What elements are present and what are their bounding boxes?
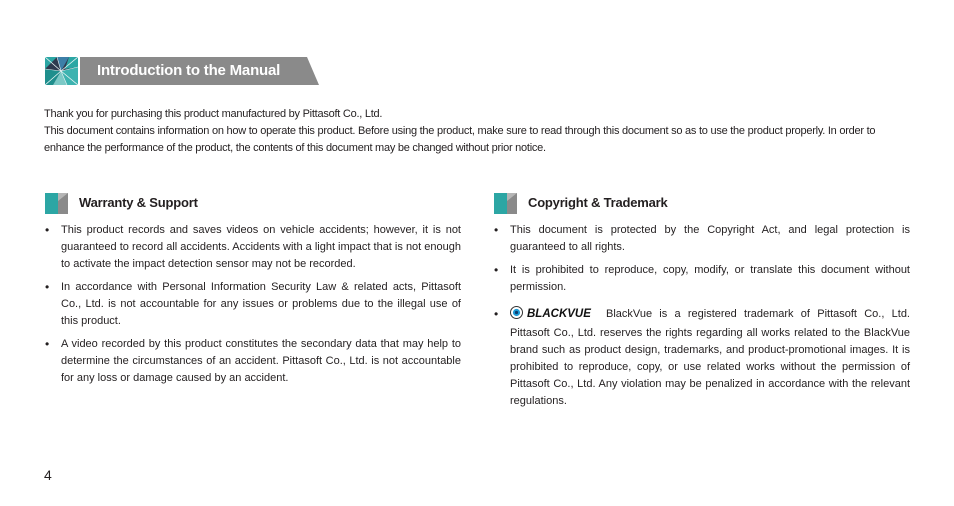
page-number: 4 [44, 467, 52, 483]
blackvue-logo-text: • BLACKVUE [527, 308, 591, 319]
trademark-list-item [494, 306, 910, 410]
blackvue-logo [510, 306, 602, 325]
list-item: • It is prohibited to reproduce, copy, modify, or translate this document without permission. [494, 262, 910, 296]
title-bar [80, 57, 319, 85]
list-item: • This product records and saves videos on vehicle accidents; however, it is not guaranteed to record all accidents. Accidents with a light impact that is not enough to activate the impact detection sensor may not be recorded. [45, 222, 461, 273]
manual-logo-icon [45, 57, 78, 85]
list-item: • In accordance with Personal Information Security Law & related acts, Pittasoft Co., Ltd. is not accountable for any issues or problems due to the illegal use of this product. [45, 279, 461, 330]
intro-line-1: Thank you for purchasing this product manufactured by Pittasoft Co., Ltd. [44, 108, 383, 120]
intro-paragraph [44, 106, 912, 157]
warranty-list [45, 222, 461, 393]
warranty-heading [45, 193, 445, 215]
list-item: • This document is protected by the Copyright Act, and legal protection is guaranteed to all rights. [494, 222, 910, 256]
copyright-heading [494, 193, 894, 215]
copyright-title: Copyright & Trademark [528, 195, 668, 210]
page-title: Introduction to the Manual [97, 62, 281, 79]
section-banner [45, 57, 319, 85]
warranty-title: Warranty & Support [79, 195, 198, 210]
section-marker-icon [45, 193, 68, 214]
section-marker-icon [494, 193, 517, 214]
trademark-text: BlackVue is a registered trademark of Pittasoft Co., Ltd. Pittasoft Co., Ltd. reserves the rights regarding all works related to the BlackVue brand such as product design, trademarks, and product-promotional images. It is prohibited to reproduce, copy, or use related works without the permission of Pittasoft Co., Ltd. Any violation may be penalized in accordance with the relevant regulations. [510, 308, 910, 407]
blackvue-logo-icon [510, 306, 602, 319]
copyright-list [494, 222, 910, 416]
list-item: • A video recorded by this product constitutes the secondary data that may help to determine the circumstances of an accident. Pittasoft Co., Ltd. is not accountable for any loss or damage caused by an accident. [45, 336, 461, 387]
intro-line-2: This document contains information on how to operate this product. Before using the product, make sure to read through this document so as to use the product properly. In order to enhance the performance of the product, the contents of this document may be changed without prior notice. [44, 125, 876, 154]
